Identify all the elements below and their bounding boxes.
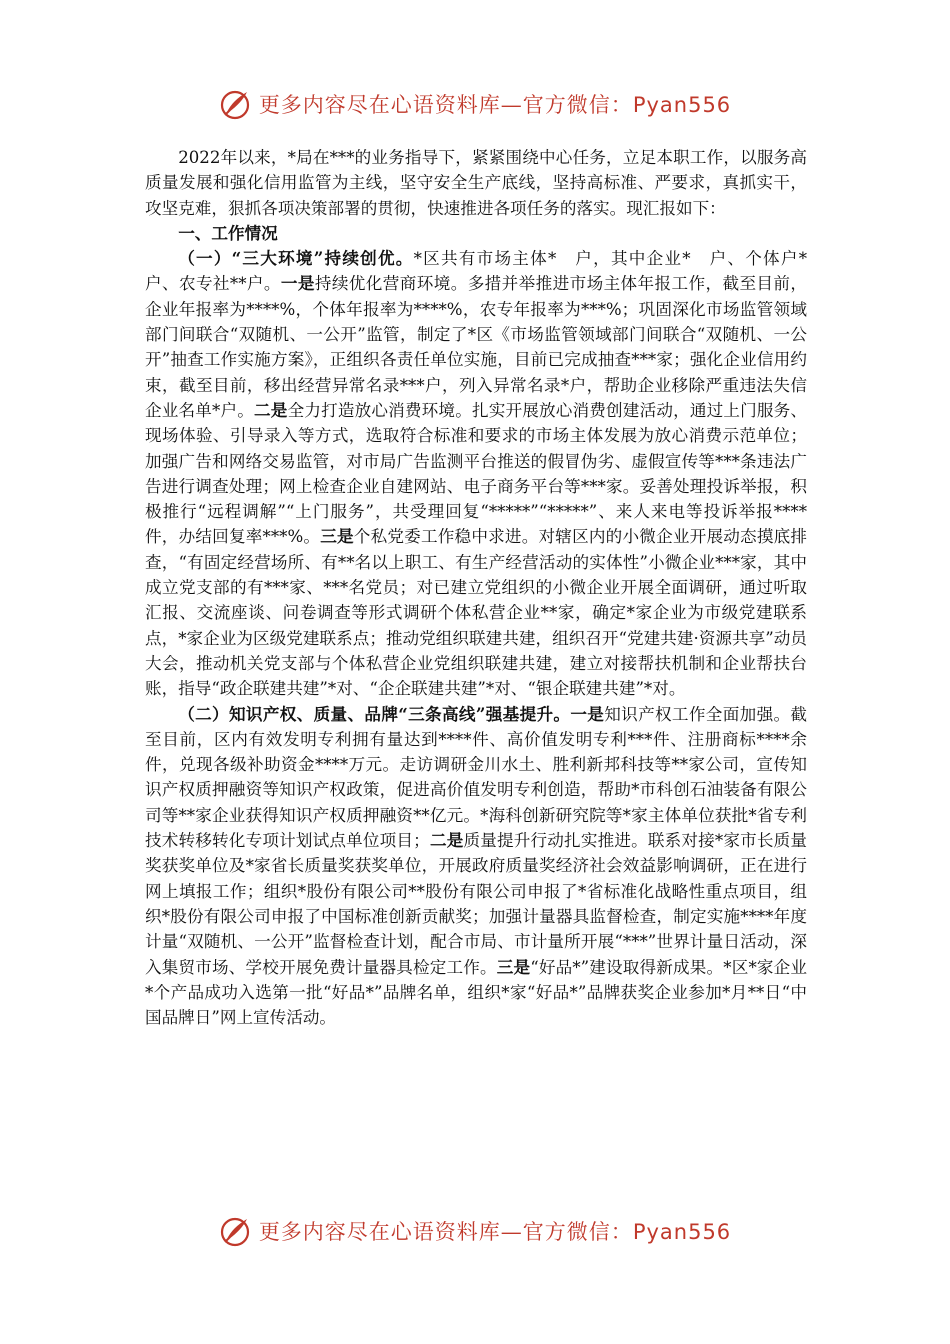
banner-text: 更多内容尽在心语资料库—官方微信：Pyan556 — [258, 93, 732, 117]
subheading-2: （二）知识产权、质量、品牌“三条高线”强基提升。 — [178, 703, 571, 724]
paragraph-2: （二）知识产权、质量、品牌“三条高线”强基提升。一是知识产权工作全面加强。截至目前，区内有效发明专利拥有量达到****件、高价值发明专利***件、注册商标****余件，兑现各级补助资金****万元。走访调研金川水土、胜利新邦科技等**家公司，宣传知识产权质押融资等知识产权政策，促进高价值发明专利创造，帮助*市科创石油装备有限公司等**家企业获得知识产权质押融资**亿元。*海科创新研究院等*家主体单位获批*省专利技术转移转化专项计划试点单位项目；二是质量提升行动扎实推进。联系对接*家市长质量奖获奖单位及*家省长质量奖获奖单位，开展政府质量奖经济社会效益影响调研，正在进行网上填报工作；组织*股份有限公司**股份有限公司申报了*省标准化战略性重点项目，组织*股份有限公司申报了中国标准创新贡献奖；加强计量器具监督检查，制定实施****年度计量“双随机、一公开”监督检查计划，配合市局、市计量所开展“***”世界计量日活动，深入集贸市场、学校开展免费计量器具检定工作。三是“好品*”建设取得新成果。*区*家企业*个产品成功入选第一批“好品*”品牌名单，组织*家“好品*”品牌获奖企业参加*月**日“中国品牌日”网上宣传活动。 — [145, 703, 808, 1028]
wechat-id: Pyan556 — [632, 1220, 732, 1244]
banner-text: 更多内容尽在心语资料库—官方微信：Pyan556 — [258, 1220, 732, 1244]
quill-pen-icon — [219, 1215, 251, 1247]
wechat-id: Pyan556 — [632, 93, 732, 117]
header-banner — [0, 84, 950, 124]
document-body — [145, 145, 824, 1030]
section-heading: 一、工作情况 — [178, 222, 278, 243]
quill-pen-icon — [219, 88, 251, 120]
footer-banner — [0, 1211, 950, 1251]
subheading-1: （一）“三大环境”持续创优。 — [178, 248, 414, 269]
intro-paragraph: 2022年以来，*局在***的业务指导下，紧紧围绕中心任务，立足本职工作，以服务高质量发展和强化信用监管为主线，坚守安全生产底线，坚持高标准、严要求，真抓实干，攻坚克难，狠抓各项决策部署的贯彻，快速推进各项任务的落实。现汇报如下： — [145, 148, 807, 218]
paragraph-1: （一）“三大环境”持续创优。*区共有市场主体* 户，其中企业* 户、个体户* 户、农专社**户。一是持续优化营商环境。多措并举推进市场主体年报工作，截至目前，企业年报率为****%，个体年报率为****%，农专年报率为***%；巩固深化市场监管领域部门间联合“双随机、一公开”监管，制定了*区《市场监管领域部门间联合“双随机、一公开”抽查工作实施方案》，正组织各责任单位实施，目前已完成抽查***家；强化企业信用约束，截至目前，移出经营异常名录***户，列入异常名录*户，帮助企业移除严重违法失信企业名单*户。二是全力打造放心消费环境。扎实开展放心消费创建活动，通过上门服务、现场体验、引导录入等方式，选取符合标准和要求的市场主体发展为放心消费示范单位；加强广告和网络交易监管，对市局广告监测平台推送的假冒伪劣、虚假宣传等***条违法广告进行调查处理；网上检查企业自建网站、电子商务平台等***家。妥善处理投诉举报，积极推行“远程调解”“上门服务”，共受理回复“*****”“*****”、来人来电等投诉举报****件，办结回复率***%。三是个私党委工作稳中求进。对辖区内的小微企业开展动态摸底排查，“有固定经营场所、有**名以上职工、有生产经营活动的实体性”小微企业***家，其中成立党支部的有***家、***名党员；对已建立党组织的小微企业开展全面调研，通过听取汇报、交流座谈、问卷调查等形式调研个体私营企业**家，确定*家企业为市级党建联系点，*家企业为区级党建联系点；推动党组织联建共建，组织召开“党建共建·资源共享”动员大会，推动机关党支部与个体私营企业党组织联建共建，建立对接帮扶机制和企业帮扶台账，指导“政企联建共建”*对、“企企联建共建”*对、“银企联建共建”*对。 — [145, 248, 824, 699]
